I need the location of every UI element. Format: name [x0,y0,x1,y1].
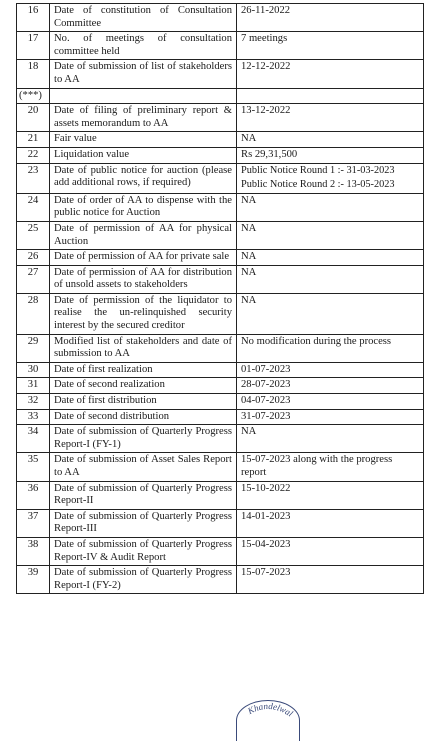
table-row [17,509,424,537]
table-row [17,32,424,60]
row-description: Fair value [50,132,237,148]
row-number: 27 [17,265,50,293]
row-value: Rs 29,31,500 [237,147,424,163]
row-value: NA [237,193,424,221]
table-row [17,481,424,509]
row-number: 34 [17,425,50,453]
public-notice-round-1: Public Notice Round 1 :- 31-03-2023 [241,164,395,176]
row-number: 18 [17,60,50,88]
row-value [237,88,424,104]
row-value: 13-12-2022 [237,104,424,132]
row-description: Modified list of stakeholders and date of submission to AA [50,334,237,362]
row-number: 24 [17,193,50,221]
row-description: Date of permission of AA for physical Auction [50,221,237,249]
row-description: Date of submission of Quarterly Progress Report-IV & Audit Report [50,537,237,565]
row-number: 36 [17,481,50,509]
row-value: NA [237,425,424,453]
row-value: 01-07-2023 [237,362,424,378]
row-description: Date of submission of Quarterly Progress Report-III [50,509,237,537]
svg-text:Khandelwal [245,701,295,719]
table-row [17,88,424,104]
row-value: 15-07-2023 [237,566,424,594]
row-number: 33 [17,409,50,425]
row-value: 7 meetings [237,32,424,60]
table-row [17,265,424,293]
row-description: Date of first realization [50,362,237,378]
row-value: 15-10-2022 [237,481,424,509]
row-description: Date of permission of AA for distribution of unsold assets to stakeholders [50,265,237,293]
table-row [17,334,424,362]
seal-text-arc [237,701,299,721]
row-description: Date of permission of AA for private sale [50,250,237,266]
public-notice-round-2: Public Notice Round 2 :- 13-05-2023 [241,179,395,191]
row-value: 14-01-2023 [237,509,424,537]
row-value: 04-07-2023 [237,394,424,410]
row-value: 15-07-2023 along with the progress report [237,453,424,481]
table-row [17,60,424,88]
row-value: NA [237,221,424,249]
table-row [17,409,424,425]
table-row [17,147,424,163]
row-number: 26 [17,250,50,266]
table-row [17,425,424,453]
row-number: 28 [17,293,50,334]
row-description: Date of submission of list of stakeholders to AA [50,60,237,88]
row-number: 39 [17,566,50,594]
table-row [17,362,424,378]
row-description: Date of submission of Quarterly Progress Report-II [50,481,237,509]
row-description: Date of second distribution [50,409,237,425]
row-description: Date of submission of Asset Sales Report to AA [50,453,237,481]
row-value: 15-04-2023 [237,537,424,565]
row-description: Date of permission of the liquidator to realise the un-relinquished security interest by the secured creditor [50,293,237,334]
seal-text: Khandelwal [245,701,295,719]
row-number: 23 [17,163,50,193]
table-row [17,537,424,565]
row-value: NA [237,250,424,266]
row-description: Date of filing of preliminary report & assets memorandum to AA [50,104,237,132]
row-number: 17 [17,32,50,60]
row-description [50,88,237,104]
row-value: NA [237,293,424,334]
company-seal [236,700,300,741]
row-number: 21 [17,132,50,148]
row-number: 37 [17,509,50,537]
row-description: No. of meetings of consultation committee held [50,32,237,60]
table-row [17,104,424,132]
row-value [237,163,424,193]
row-value: NA [237,132,424,148]
row-number: 31 [17,378,50,394]
row-number: 30 [17,362,50,378]
liquidation-timeline-table [16,3,424,594]
row-number: 29 [17,334,50,362]
table-row [17,394,424,410]
row-number: 25 [17,221,50,249]
row-description: Liquidation value [50,147,237,163]
row-description: Date of submission of Quarterly Progress Report-I (FY-2) [50,566,237,594]
table-row [17,453,424,481]
table-row [17,566,424,594]
row-value: No modification during the process [237,334,424,362]
table-row [17,378,424,394]
row-number: 32 [17,394,50,410]
row-value: NA [237,265,424,293]
row-description: Date of constitution of Consultation Committee [50,4,237,32]
row-number: 38 [17,537,50,565]
row-value: 31-07-2023 [237,409,424,425]
table-row [17,293,424,334]
table-row [17,163,424,193]
table-row [17,193,424,221]
table-row [17,4,424,32]
row-number: 16 [17,4,50,32]
row-value: 28-07-2023 [237,378,424,394]
table-row [17,221,424,249]
row-number: (***) [17,88,50,104]
row-description: Date of order of AA to dispense with the public notice for Auction [50,193,237,221]
table-row [17,250,424,266]
row-value: 12-12-2022 [237,60,424,88]
row-number: 20 [17,104,50,132]
row-number: 35 [17,453,50,481]
row-number: 22 [17,147,50,163]
row-description: Date of public notice for auction (please add additional rows, if required) [50,163,237,193]
row-value: 26-11-2022 [237,4,424,32]
row-description: Date of submission of Quarterly Progress Report-I (FY-1) [50,425,237,453]
table-row [17,132,424,148]
row-description: Date of first distribution [50,394,237,410]
row-description: Date of second realization [50,378,237,394]
